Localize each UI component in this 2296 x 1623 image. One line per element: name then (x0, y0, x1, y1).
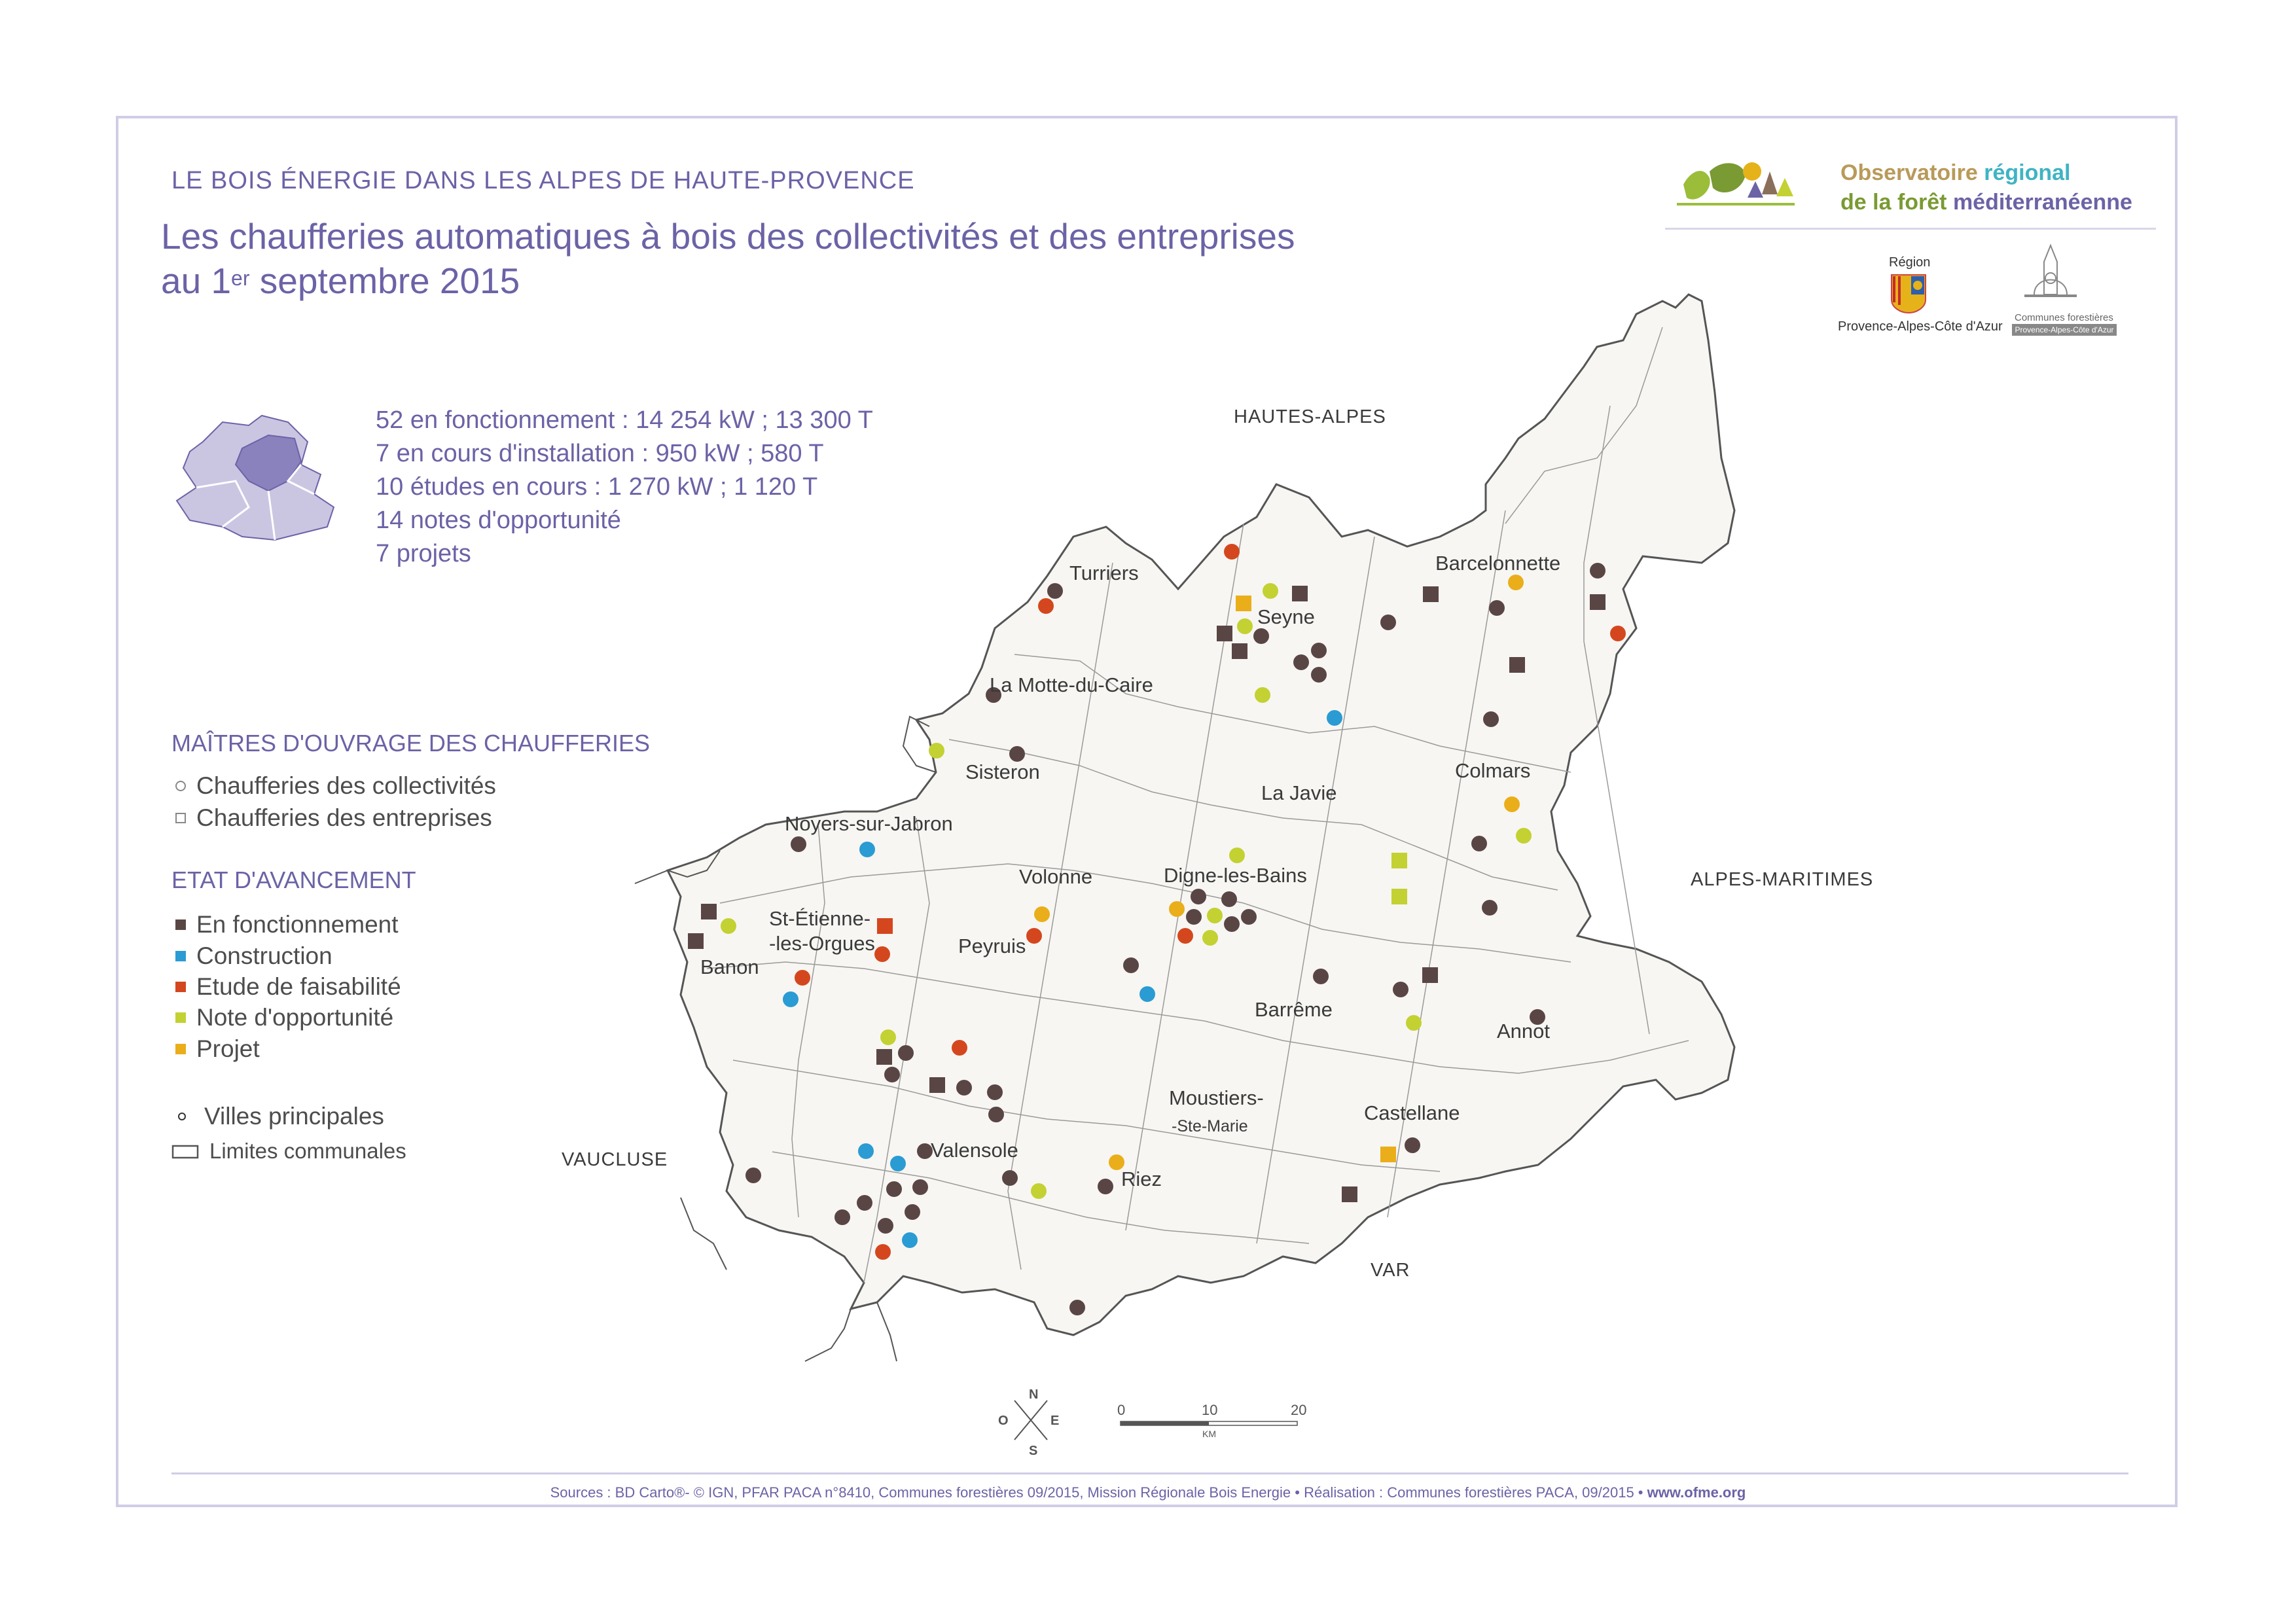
place-digne: Digne-les-Bains (1164, 864, 1307, 887)
footer-sources: Sources : BD Carto®- © IGN, PFAR PACA n°8410, Communes forestières 09/2015, Mission Régionale Bois Energie • Réalisation : Communes forestières PACA, 09/2015 • www.ofme.org (550, 1484, 1746, 1501)
marker-etude-collectivite (1177, 928, 1193, 944)
marker-fonctionnement-collectivite (1471, 836, 1487, 851)
neighbor-west-label: VAUCLUSE (562, 1149, 668, 1170)
communes-label: Communes forestières (2015, 312, 2113, 323)
marker-fonctionnement-entreprise (1509, 657, 1525, 673)
marker-fonctionnement-collectivite (1311, 667, 1327, 683)
marker-etude-collectivite (1026, 928, 1042, 944)
legend-status-projet: Projet (174, 1035, 260, 1063)
place-valensole: Valensole (931, 1139, 1018, 1162)
legend-owners-title: MAÎTRES D'OUVRAGE DES CHAUFFERIES (171, 730, 650, 757)
neighbor-east-label: ALPES-MARITIMES (1691, 869, 1874, 890)
marker-fonctionnement-collectivite (1002, 1170, 1018, 1186)
legend-limites: Limites communales (171, 1139, 406, 1164)
compass-rose (992, 1381, 1070, 1459)
marker-fonctionnement-collectivite (898, 1045, 914, 1061)
marker-fonctionnement-collectivite (1047, 583, 1063, 599)
scale-bar (1106, 1399, 1322, 1445)
marker-note-collectivite (1263, 583, 1278, 599)
place-noyers: Noyers-sur-Jabron (785, 812, 953, 835)
marker-fonctionnement-collectivite (1224, 916, 1240, 932)
region-name: Provence-Alpes-Côte d'Azur (1838, 319, 2003, 334)
legend-owner-entreprises: Chaufferies des entreprises (174, 804, 492, 832)
marker-fonctionnement-collectivite (745, 1168, 761, 1183)
marker-fonctionnement-entreprise (1590, 594, 1605, 610)
place-colmars: Colmars (1455, 759, 1531, 782)
marker-fonctionnement-collectivite (1293, 654, 1309, 670)
marker-fonctionnement-collectivite (1123, 957, 1139, 973)
marker-fonctionnement-collectivite (1009, 746, 1025, 762)
title-line-1: Les chaufferies automatiques à bois des collectivités et des entreprises (161, 216, 1295, 257)
marker-construction-collectivite (1327, 710, 1342, 726)
marker-construction-collectivite (858, 1143, 874, 1159)
ofme-logo-line2: de la forêt méditerranéenne (1840, 190, 2132, 215)
place-javie: La Javie (1261, 781, 1337, 804)
marker-fonctionnement-collectivite (912, 1179, 928, 1195)
marker-note-collectivite (1229, 847, 1245, 863)
marker-fonctionnement-collectivite (1483, 711, 1499, 727)
marker-etude-collectivite (874, 946, 890, 962)
marker-construction-collectivite (890, 1156, 906, 1171)
marker-note-collectivite (721, 918, 736, 934)
stat-etudes: 10 études en cours : 1 270 kW ; 1 120 T (376, 473, 818, 501)
marker-note-collectivite (1202, 930, 1218, 946)
marker-fonctionnement-collectivite (1186, 909, 1202, 925)
marker-construction-collectivite (783, 991, 798, 1007)
marker-note-entreprise (1391, 889, 1407, 904)
marker-fonctionnement-collectivite (884, 1067, 900, 1082)
footer-url[interactable]: www.ofme.org (1647, 1484, 1746, 1501)
marker-fonctionnement-entreprise (876, 1049, 892, 1065)
marker-etude-collectivite (795, 970, 810, 986)
marker-fonctionnement-entreprise (701, 904, 717, 919)
legend-owner-collectivites: Chaufferies des collectivités (174, 772, 496, 800)
marker-fonctionnement-entreprise (1292, 586, 1308, 601)
legend-villes: Villes principales (175, 1103, 384, 1130)
place-seyne: Seyne (1257, 605, 1315, 628)
marker-fonctionnement-collectivite (1482, 900, 1498, 916)
scale-20: 20 (1291, 1402, 1307, 1418)
marker-note-collectivite (1516, 828, 1532, 844)
legend-status-etude: Etude de faisabilité (174, 973, 401, 1001)
marker-fonctionnement-collectivite (878, 1218, 893, 1234)
marker-fonctionnement-collectivite (1098, 1179, 1113, 1194)
marker-note-entreprise (1391, 853, 1407, 868)
marker-fonctionnement-collectivite (1380, 615, 1396, 630)
place-barcelonnette: Barcelonnette (1435, 552, 1561, 575)
place-barreme: Barrême (1255, 998, 1333, 1021)
marker-etude-collectivite (1224, 544, 1240, 560)
logo-divider (1665, 228, 2156, 230)
marker-fonctionnement-entreprise (1422, 967, 1438, 983)
marker-fonctionnement-collectivite (1393, 982, 1408, 997)
marker-projet-collectivite (1034, 906, 1050, 922)
marker-projet-entreprise (1236, 596, 1251, 611)
place-peyruis: Peyruis (958, 935, 1026, 957)
marker-fonctionnement-entreprise (1232, 643, 1247, 659)
marker-note-collectivite (880, 1029, 896, 1045)
marker-fonctionnement-collectivite (886, 1181, 902, 1197)
stat-notes: 14 notes d'opportunité (376, 507, 621, 534)
marker-etude-collectivite (1610, 626, 1626, 641)
marker-note-collectivite (1031, 1183, 1047, 1199)
marker-fonctionnement-collectivite (1405, 1137, 1420, 1153)
marker-fonctionnement-collectivite (1489, 600, 1505, 616)
stat-installation: 7 en cours d'installation : 950 kW ; 580 T (376, 440, 824, 467)
neighbor-south-label: VAR (1371, 1260, 1410, 1281)
communes-region-badge: Provence-Alpes-Côte d'Azur (2012, 324, 2117, 336)
compass-s: S (1029, 1444, 1038, 1458)
marker-fonctionnement-collectivite (905, 1204, 920, 1220)
place-castellane: Castellane (1364, 1101, 1460, 1124)
marker-construction-collectivite (1139, 986, 1155, 1002)
scale-unit: KM (1202, 1429, 1216, 1439)
neighbor-north-label: HAUTES-ALPES (1234, 406, 1386, 427)
marker-note-collectivite (1237, 618, 1253, 634)
place-st-etienne-2: -les-Orgues (769, 932, 875, 955)
marker-fonctionnement-entreprise (1423, 586, 1439, 602)
legend-status-fonctionnement: En fonctionnement (174, 911, 399, 938)
marker-fonctionnement-collectivite (1221, 891, 1237, 907)
marker-projet-collectivite (1508, 575, 1524, 590)
marker-fonctionnement-collectivite (956, 1080, 972, 1096)
marker-fonctionnement-collectivite (1313, 969, 1329, 984)
marker-construction-collectivite (902, 1232, 918, 1248)
place-volonne: Volonne (1019, 865, 1093, 888)
legend-status-note: Note d'opportunité (174, 1004, 393, 1031)
place-moustiers-2: -Ste-Marie (1172, 1117, 1248, 1135)
scale-10: 10 (1202, 1402, 1218, 1418)
marker-fonctionnement-collectivite (1590, 563, 1605, 579)
marker-note-collectivite (1255, 687, 1270, 703)
ofme-logo-line1: Observatoire régional (1840, 160, 2071, 185)
stat-projets: 7 projets (376, 540, 471, 567)
place-banon: Banon (700, 955, 759, 978)
marker-etude-collectivite (875, 1244, 891, 1260)
stat-fonctionnement: 52 en fonctionnement : 14 254 kW ; 13 300 T (376, 406, 873, 434)
marker-fonctionnement-entreprise (929, 1077, 945, 1093)
marker-fonctionnement-collectivite (1253, 628, 1269, 644)
marker-fonctionnement-collectivite (857, 1195, 872, 1211)
title-line-2: au 1er septembre 2015 (161, 260, 520, 301)
marker-etude-collectivite (1038, 598, 1054, 614)
marker-fonctionnement-collectivite (1069, 1300, 1085, 1315)
region-label: Région (1889, 255, 1931, 270)
marker-fonctionnement-entreprise (1342, 1186, 1357, 1202)
compass-o: O (998, 1414, 1009, 1428)
marker-projet-entreprise (1380, 1147, 1396, 1162)
marker-note-collectivite (929, 743, 944, 758)
marker-fonctionnement-entreprise (1217, 626, 1232, 641)
marker-fonctionnement-collectivite (834, 1209, 850, 1225)
region-coat-of-arms-icon (1890, 274, 1927, 314)
legend-status-title: ETAT D'AVANCEMENT (171, 866, 416, 893)
marker-fonctionnement-entreprise (688, 933, 704, 949)
map-kicker: LE BOIS ÉNERGIE DANS LES ALPES DE HAUTE-PROVENCE (171, 167, 915, 194)
place-sisteron: Sisteron (965, 760, 1040, 783)
marker-fonctionnement-collectivite (988, 1107, 1004, 1122)
place-st-etienne-1: St-Étienne- (769, 907, 871, 930)
marker-etude-collectivite (952, 1040, 967, 1056)
ofme-logo-icon (1670, 145, 1801, 224)
marker-note-collectivite (1207, 908, 1223, 923)
footer-divider (171, 1472, 2128, 1474)
place-moustiers-1: Moustiers- (1169, 1086, 1264, 1109)
marker-projet-collectivite (1169, 901, 1185, 917)
marker-etude-entreprise (877, 918, 893, 934)
place-motte: La Motte-du-Caire (990, 673, 1153, 696)
place-riez: Riez (1121, 1168, 1162, 1190)
legend-status-construction: Construction (174, 942, 332, 970)
marker-fonctionnement-collectivite (1241, 909, 1257, 925)
marker-fonctionnement-collectivite (791, 836, 806, 852)
marker-projet-collectivite (1504, 796, 1520, 812)
marker-fonctionnement-collectivite (1191, 889, 1206, 904)
place-annot: Annot (1497, 1020, 1551, 1043)
compass-e: E (1050, 1414, 1060, 1428)
marker-note-collectivite (1406, 1015, 1422, 1031)
compass-n: N (1029, 1387, 1039, 1402)
scale-0: 0 (1117, 1402, 1126, 1418)
marker-fonctionnement-collectivite (1311, 643, 1327, 658)
marker-construction-collectivite (859, 842, 875, 857)
place-turriers: Turriers (1069, 562, 1139, 584)
communes-forestieres-logo-icon (2021, 242, 2080, 313)
marker-fonctionnement-collectivite (987, 1084, 1003, 1100)
